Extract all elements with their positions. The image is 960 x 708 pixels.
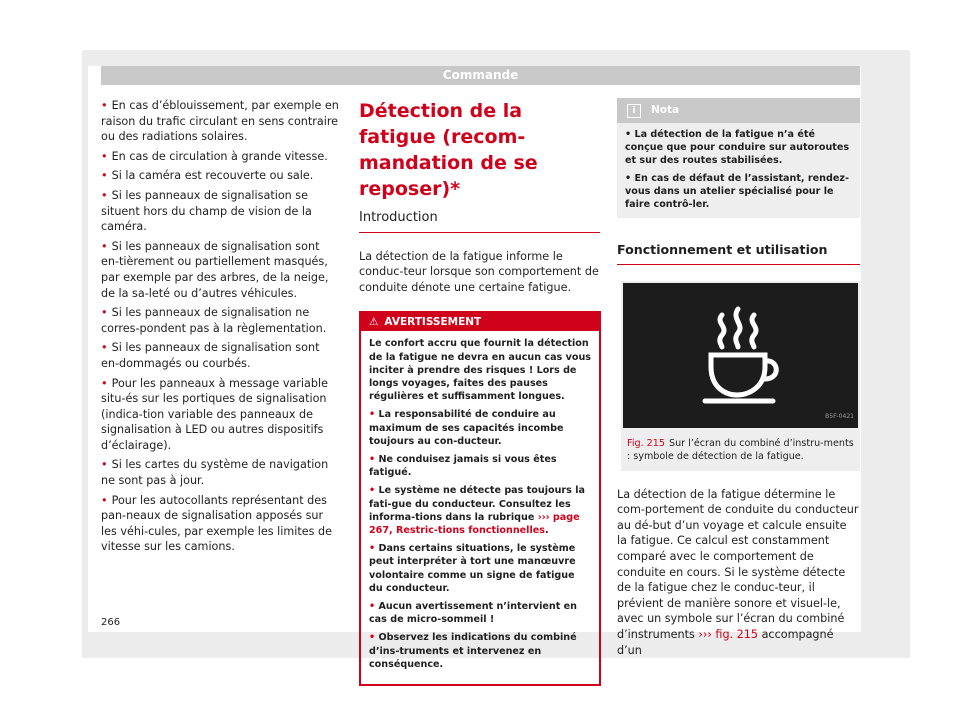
warning-header: ⚠ AVERTISSEMENT [361,313,599,331]
warning-item: • La responsabilité de conduire au maximum de ses capacités incombe toujours au con-ducteur. [369,409,564,447]
list-item: • Si les panneaux de signalisation sont en-tièrement ou partiellement masqués, par exemple par des arbres, de la neige, de la sa-leté ou d’autres véhicules. [101,239,329,300]
note-item: • La détection de la fatigue n’a été conçue que pour conduire sur autoroutes et sur des routes stabilisées. [625,129,850,166]
bullet-icon: • [101,239,108,253]
list-item: • Pour les autocollants représentant des pan-neaux de signalisation apposés sur les véhi-cules, par exemple les limites de vitesse sur les camions. [101,493,333,554]
list-item: • Si les panneaux de signalisation ne corres-pondent pas à la règlementation. [101,306,327,335]
warning-box [359,311,601,686]
subsection-title: Fonctionnement et utilisation [617,242,860,265]
bullet-icon: • [101,493,108,507]
note-box [617,98,860,218]
warning-item: • Aucun avertissement n’intervient en cas de micro-sommeil ! [369,601,578,626]
bullet-icon: • [101,458,108,472]
bullet-icon: • [101,99,108,112]
bullet-icon: • [101,169,108,183]
note-header: i Nota [617,98,860,123]
bullet-icon: • [101,376,108,390]
warning-item: • Observez les indications du combiné d’ins-truments et intervenez en conséquence. [369,632,577,670]
bullet-icon: • [369,409,379,421]
bullet-icon: • [369,543,379,555]
figure [621,281,860,471]
section-title: Détection de la fatigue (recom-mandation de se reposer)* [359,100,538,200]
figure-code: B5F-0421 [825,413,854,420]
bullet-icon: • [369,485,379,497]
bullet-icon: • [625,173,635,184]
bullet-icon: • [101,341,108,355]
note-body [617,123,860,221]
column-left [101,98,341,559]
page-number: 266 [101,617,121,628]
info-icon: i [627,104,641,118]
warning-body [361,331,599,684]
list-item: • Si la caméra est recouverte ou sale. [101,169,314,183]
page-reference-link[interactable]: ››› page 267, Restric-tions fonctionnelles [369,511,580,537]
intro-paragraph: La détection de la fatigue informe le conduc-teur lorsque son comportement de conduite dénote une certaine fatigue. [359,249,599,294]
coffee-cup-icon [623,283,858,428]
list-item: • Si les cartes du système de navigation ne sont pas à jour. [101,458,329,488]
list-item: • En cas de circulation à grande vitesse. [101,149,328,163]
list-item: • Si les panneaux de signalisation se situent hors du champ de vision de la caméra. [101,188,312,234]
warning-triangle-icon: ⚠ [369,316,379,329]
figure-number: Fig. 215 [627,437,665,449]
list-item: • Pour les panneaux à message variable situ-és sur les portiques de signalisation (indica-tion variable des panneaux de signalisation à LED ou autres dispositifs d’éclairage). [101,376,328,452]
figure-caption: Fig. 215 Sur l’écran du combiné d’instru-ments : symbole de détection de la fatigue. [627,437,854,462]
bullet-icon: • [625,129,635,140]
warning-lead: Le confort accru que fournit la détection de la fatigue ne devra en aucun cas vous inciter à prendre des risques ! Lors de longs voyages, faites des pauses régulières et suffisamment longues. [369,338,591,403]
figure-reference-link[interactable]: ››› fig. 215 [698,627,759,641]
warning-item: • Ne conduisez jamais si vous êtes fatigué. [369,454,557,479]
bullet-icon: • [101,149,108,163]
bullet-icon: • [369,632,379,644]
figure-image [623,283,858,428]
column-right [617,98,860,658]
warning-item: • Dans certains situations, le système peut interpréter à tort une manœuvre volontaire comme un signe de fatigue du conducteur. [369,543,576,594]
note-item: • En cas de défaut de l’assistant, rendez-vous dans un atelier spécialisé pour le faire contrô-ler. [625,173,849,210]
bullet-icon: • [101,306,108,320]
bullet-icon: • [369,601,379,613]
subsection-title: Introduction [359,210,600,233]
list-item: • Si les panneaux de signalisation sont en-dommagés ou courbés. [101,341,320,370]
list-item: • En cas d’éblouissement, par exemple en raison du trafic circulant en sens contraire ou des radiations solaires. [101,99,339,144]
body-paragraph: La détection de la fatigue détermine le com-portement de conduite du conducteur au dé-but d’un voyage et calcule ensuite la fatigue. Ce calcul est constamment comparé avec le comportement de conduite en cours. Si le système détecte de la fatigue chez le conduc-teur, il prévient de manière sonore et visuel-le, avec un symbole sur l’écran du combiné d’instruments ››› fig. 215 accompagné d’un [617,487,859,657]
warning-item: • Le système ne détecte pas toujours la fati-gue du conducteur. Consultez les informa-tions dans la rubrique ››› page 267, Restric-tions fonctionnelles. [369,485,585,537]
bullet-icon: • [369,454,379,465]
section-header: Commande [101,66,860,85]
bullet-icon: • [101,188,108,202]
column-middle [359,98,601,686]
